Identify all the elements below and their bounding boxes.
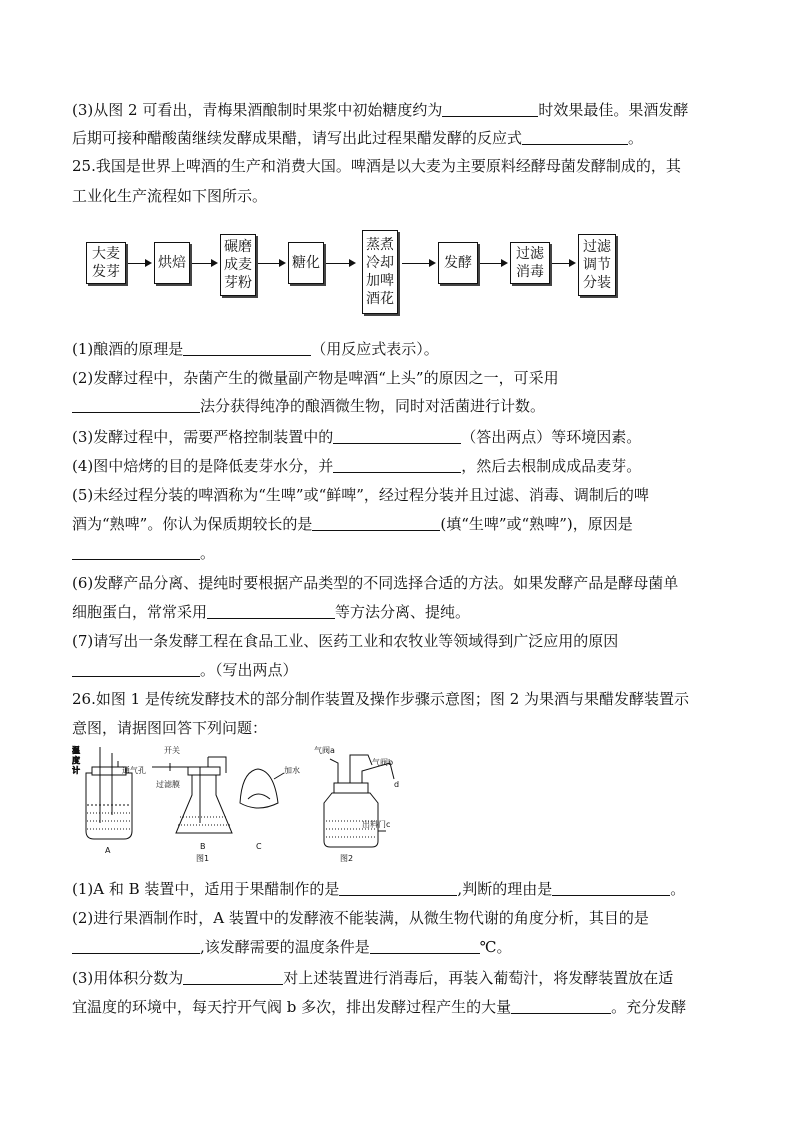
- text: 。（写出两点）: [200, 661, 298, 679]
- flow-arrow: [552, 263, 574, 264]
- text: 法分获得纯净的酿酒微生物，同时对活菌进行计数。: [200, 397, 546, 415]
- valve-b-label: 气阀b: [372, 758, 394, 767]
- figure-2-caption: 图2: [340, 854, 354, 863]
- text: 等方法分离、提纯。: [335, 603, 471, 621]
- vent-label: 通气孔: [122, 766, 146, 775]
- fermentation-apparatus-figure: [72, 743, 432, 865]
- text: 时效果最佳。果酒发酵: [538, 101, 689, 119]
- answer-blank[interactable]: [522, 129, 628, 145]
- apparatus-c: [240, 769, 284, 808]
- text: 后期可接种醋酸菌继续发酵成果醋，请写出此过程果醋发酵的反应式: [72, 129, 523, 147]
- text: (1)酿酒的原理是: [72, 340, 184, 358]
- text-line: (2)进行果酒制作时，A 装置中的发酵液不能装满，从微生物代谢的角度分析，其目的是: [72, 909, 649, 927]
- text: ,判断的理由是: [457, 880, 553, 898]
- text-line: [72, 997, 686, 1017]
- text: 对上述装置进行消毒后，再装入葡萄汁，将发酵装置放在适: [283, 969, 674, 987]
- flow-step: 糖化: [288, 242, 324, 284]
- text-line: [72, 543, 215, 563]
- outlet-c-label: 出料门c: [362, 820, 391, 829]
- text: (3)用体积分数为: [72, 969, 184, 987]
- flow-step: 蒸煮 冷却 加啤 酒花: [362, 230, 398, 314]
- answer-blank[interactable]: [72, 544, 200, 560]
- answer-blank[interactable]: [333, 428, 461, 444]
- text: （用反应式表示）。: [311, 340, 439, 358]
- flow-step: 发酵: [438, 242, 478, 284]
- text-line: 工业化生产流程如下图所示。: [72, 187, 268, 205]
- text-line: [72, 456, 641, 476]
- answer-blank[interactable]: [442, 101, 538, 117]
- flow-step: 过滤 消毒: [510, 242, 550, 284]
- text-line: (6)发酵产品分离、提纯时要根据产品类型的不同选择合适的方法。如果发酵产品是酵母菌单: [72, 574, 679, 592]
- thermometer-label: 度: [72, 756, 80, 765]
- flow-arrow: [326, 263, 354, 264]
- valve-a-label: 气阀a: [314, 746, 335, 755]
- text-line: [72, 339, 439, 359]
- text-line: [72, 427, 641, 447]
- answer-blank[interactable]: [72, 397, 200, 413]
- text-line: [72, 660, 298, 680]
- answer-blank[interactable]: [312, 515, 440, 531]
- text-line: [72, 602, 470, 622]
- answer-blank[interactable]: [72, 938, 200, 954]
- figure-1-caption: 图1: [196, 854, 210, 863]
- text-line: [72, 128, 643, 148]
- apparatus-c-label: C: [256, 842, 262, 851]
- answer-blank[interactable]: [552, 880, 670, 896]
- text: 。: [200, 544, 216, 562]
- switch-label: 开关: [164, 746, 180, 755]
- question-26-stem: 26.如图 1 是传统发酵技术的部分制作装置及操作步骤示意图；图 2 为果酒与果醋发酵装置示: [72, 690, 690, 708]
- answer-blank[interactable]: [511, 998, 611, 1014]
- answer-blank[interactable]: [207, 603, 335, 619]
- filter-membrane-label: 过滤膜: [156, 780, 180, 789]
- text-line: (5)未经过程分装的啤酒称为“生啤”或“鲜啤”，经过程分装并且过滤、消毒、调制后的啤: [72, 486, 649, 504]
- text: （答出两点）等环境因素。: [461, 428, 642, 446]
- flow-arrow: [402, 263, 434, 264]
- thermometer-label: 温: [72, 746, 80, 755]
- add-water-label: 加水: [284, 766, 300, 775]
- answer-blank[interactable]: [370, 938, 480, 954]
- fermentation-bottle-fig2: [324, 755, 394, 847]
- answer-blank[interactable]: [183, 969, 283, 985]
- apparatus-b: [152, 757, 232, 833]
- flow-arrow: [128, 263, 150, 264]
- flow-step: 烘焙: [154, 242, 190, 284]
- text: 。: [628, 129, 644, 147]
- answer-blank[interactable]: [339, 880, 457, 896]
- flow-arrow: [192, 263, 216, 264]
- text: 宜温度的环境中，每天拧开气阀 b 多次，排出发酵过程产生的大量: [72, 998, 512, 1016]
- text-line: [72, 879, 685, 899]
- flow-arrow: [480, 263, 506, 264]
- text: 。充分发酵: [611, 998, 687, 1016]
- label-d: d: [394, 780, 400, 789]
- answer-blank[interactable]: [72, 661, 200, 677]
- flow-step: 过滤 调节 分装: [578, 234, 616, 296]
- flow-step: 大麦 发芽: [86, 242, 126, 284]
- text: 酒为“熟啤”。你认为保质期较长的是: [72, 515, 313, 533]
- apparatus-a: [72, 746, 132, 839]
- beer-process-flowchart: [86, 226, 726, 338]
- text-line: 意图，请据图回答下列问题：: [72, 719, 268, 737]
- apparatus-a-label: A: [105, 846, 111, 855]
- text: (4)图中焙烤的目的是降低麦芽水分，并: [72, 457, 334, 475]
- thermometer-label: 计: [72, 766, 80, 775]
- apparatus-b-label: B: [200, 842, 206, 851]
- answer-blank[interactable]: [183, 340, 311, 356]
- text: 。: [670, 880, 686, 898]
- question-25-stem: 25.我国是世界上啤酒的生产和消费大国。啤酒是以大麦为主要原料经酵母菌发酵制成的，其: [72, 157, 681, 175]
- text: ,该发酵需要的温度条件是: [200, 938, 370, 956]
- text: (3)发酵过程中，需要严格控制装置中的: [72, 428, 334, 446]
- text-line: [72, 396, 545, 416]
- flow-step: 碾磨 成麦 芽粉: [220, 234, 256, 296]
- text-line: [72, 968, 673, 988]
- text-line: [72, 514, 633, 534]
- answer-blank[interactable]: [333, 457, 461, 473]
- text-line: (7)请写出一条发酵工程在食品工业、医药工业和农牧业等领域得到广泛应用的原因: [72, 632, 619, 650]
- flow-arrow: [258, 263, 284, 264]
- text-line: [72, 100, 688, 120]
- text: (1)A 和 B 装置中，适用于果醋制作的是: [72, 880, 340, 898]
- text: (3)从图 2 可看出，青梅果酒酿制时果浆中初始糖度约为: [72, 101, 443, 119]
- text: (填“生啤”或“熟啤”)，原因是: [440, 515, 633, 533]
- text-line: [72, 937, 512, 957]
- text: ℃。: [479, 938, 512, 956]
- text-line: (2)发酵过程中，杂菌产生的微量副产物是啤酒“上头”的原因之一，可采用: [72, 369, 559, 387]
- text: ，然后去根制成成品麦芽。: [461, 457, 642, 475]
- text: 细胞蛋白，常常采用: [72, 603, 208, 621]
